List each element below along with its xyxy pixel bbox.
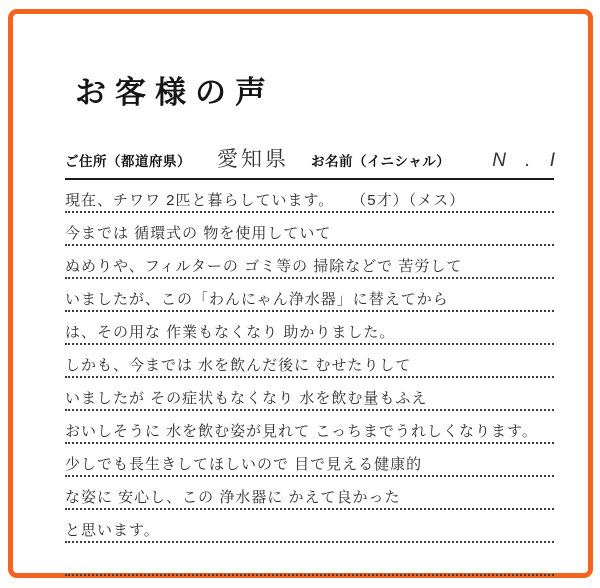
testimonial-line-12 <box>65 543 554 576</box>
testimonial-card <box>8 9 593 578</box>
name-label: お名前（イニシャル） <box>311 154 451 169</box>
address-label: ご住所（都道府県） <box>65 154 191 169</box>
testimonial-line-6: しかも、今までは 水を飲んだ後に むせたりして <box>65 345 554 378</box>
testimonial-line-5: は、その用な 作業もなくなり 助かりました。 <box>65 312 554 345</box>
testimonial-line-9: 少しでも長生きしてほしいので 目で見える健康的 <box>65 444 554 477</box>
name-value: N . I <box>492 150 563 171</box>
page-title: お客様の声 <box>75 75 275 111</box>
testimonial-line-3: ぬめりや、フィルターの ゴミ等の 掃除などで 苦労して <box>65 246 554 279</box>
testimonial-line-7: いましたが その症状もなくなり 水を飲む量もふえ <box>65 378 554 411</box>
testimonial-line-1: 現在、チワワ 2匹と暮らしています。 （5才）（メス） <box>65 180 554 213</box>
testimonial-line-4: いましたが、この「わんにゃん浄水器」に替えてから <box>65 279 554 312</box>
testimonial-line-10: な姿に 安心し、この 浄水器に かえて良かった <box>65 477 554 510</box>
testimonial-line-8: おいしそうに 水を飲む姿が見れて こっちまでうれしくなります。 <box>65 411 554 444</box>
respondent-info-row <box>65 143 563 180</box>
address-value: 愛知県 <box>217 148 289 171</box>
testimonial-body <box>65 180 554 576</box>
testimonial-line-2: 今までは 循環式の 物を使用していて <box>65 213 554 246</box>
testimonial-line-11: と思います。 <box>65 510 554 543</box>
card-content <box>65 14 563 576</box>
